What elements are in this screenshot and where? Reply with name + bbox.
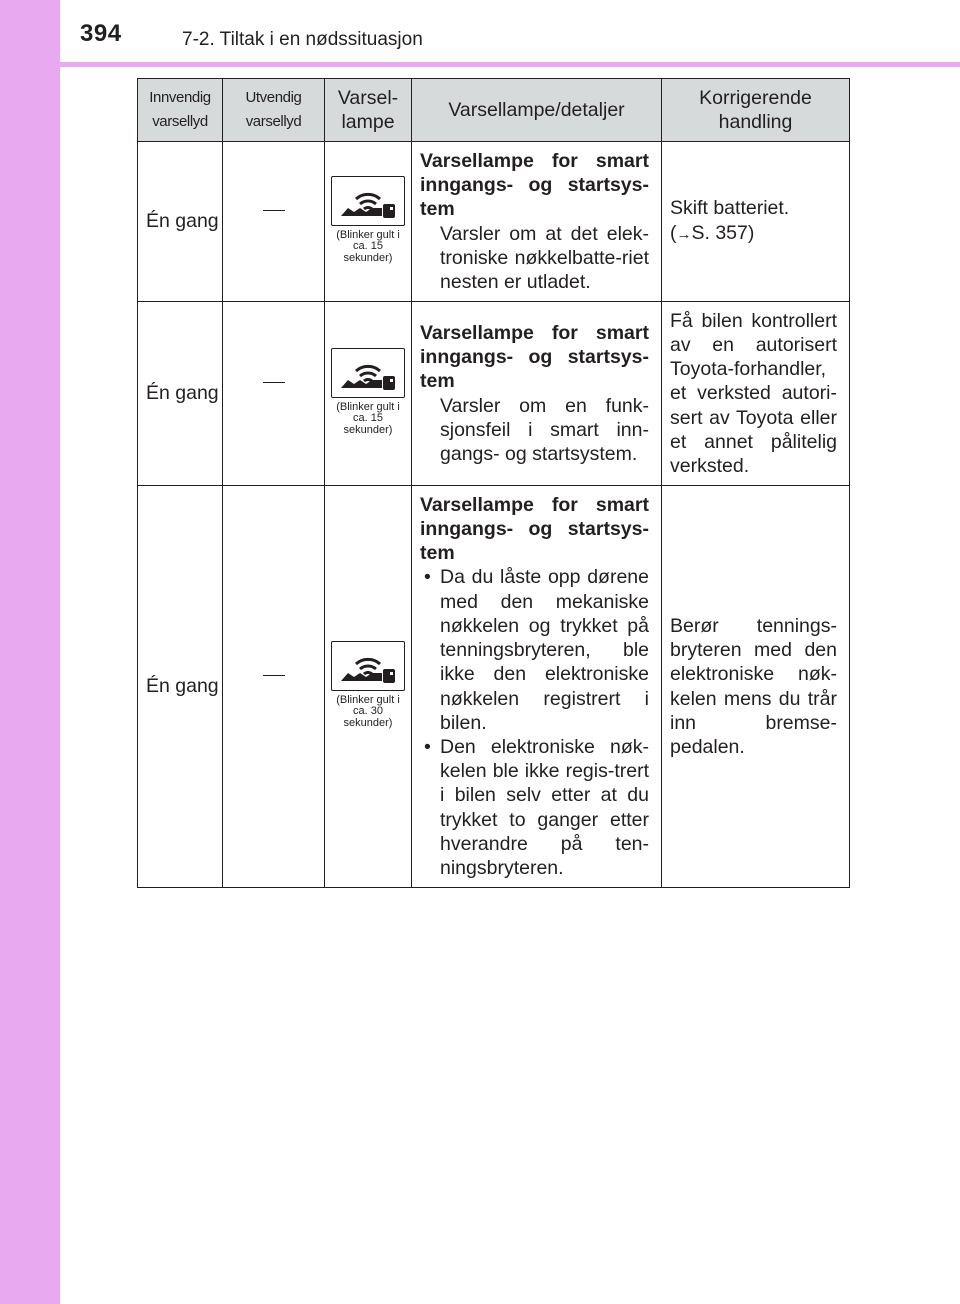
corrective-action-cell [662,302,850,486]
interior-sound-text: Én gang [146,210,219,233]
table-header-row [138,79,850,142]
interior-sound-text: Én gang [146,382,219,405]
exterior-sound-cell [223,486,325,888]
lamp-details-cell [412,486,662,888]
exterior-sound-cell [223,142,325,302]
arrow-icon: → [676,225,692,243]
page-reference: (→S. 357) [670,221,755,244]
smart-key-warning-icon [331,348,405,398]
detail-bullet: • Da du låste opp dørene med den mekaniske nøkkelen og trykket på tenningsbryteren, ble ikke den elektroniske nøkkelen registrert i bilen. [420,565,649,734]
page-number: 394 [80,20,122,47]
table-row [138,486,850,888]
lamp-caption: (Blinker gult i ca. 15 sekunder) [336,228,400,264]
lamp-title: Varsellampe for smart inngangs- og startsys-tem [420,493,649,565]
smart-key-warning-icon [331,176,405,226]
interior-sound-cell [138,302,223,486]
lamp-details-cell [412,142,662,302]
warning-lamp-cell [325,302,412,486]
lamp-caption: (Blinker gult i ca. 15 sekunder) [336,400,400,436]
side-tab-bar [0,0,60,1304]
smart-key-warning-icon [331,641,405,691]
action-text: Få bilen kontrollert av en autorisert Toyota-forhandler, et verksted autori-sert av Toyota eller et annet pålitelig verksted. [670,309,837,477]
warning-table [137,78,850,888]
header-exterior-sound: Utvendig varsellyd [223,79,325,142]
exterior-sound-dash [263,382,285,383]
interior-sound-text: Én gang [146,675,219,698]
lamp-detail: Varsler om en funk-sjonsfeil i smart inn-gangs- og startsystem. [440,394,649,465]
interior-sound-cell [138,486,223,888]
table-row [138,142,850,302]
lamp-title: Varsellampe for smart inngangs- og startsys-tem [420,149,649,221]
lamp-detail: Varsler om at det elek-troniske nøkkelbatte-riet nesten er utladet. [440,222,649,293]
detail-bullet: • Den elektroniske nøk-kelen ble ikke regis-trert i bilen selv etter at du trykket to ganger etter hverandre på ten-ningsbryteren. [420,735,649,880]
corrective-action-cell [662,142,850,302]
header-interior-sound: Innvendig varsellyd [138,79,223,142]
warning-lamp-cell [325,142,412,302]
header-lamp-details: Varsellampe/detaljer [412,79,662,142]
exterior-sound-cell [223,302,325,486]
header-corrective-action: Korrigerende handling [662,79,850,142]
lamp-caption: (Blinker gult i ca. 30 sekunder) [336,693,400,729]
header-warning-lamp: Varsel-lampe [325,79,412,142]
lamp-title: Varsellampe for smart inngangs- og startsys-tem [420,321,649,393]
lamp-details-cell [412,302,662,486]
section-title: 7-2. Tiltak i en nødssituasjon [182,29,423,50]
table-row [138,302,850,486]
interior-sound-cell [138,142,223,302]
corrective-action-cell [662,486,850,888]
action-text: Skift batteriet. [670,197,790,220]
exterior-sound-dash [263,675,285,676]
warning-lamp-cell [325,486,412,888]
action-text: Berør tennings-bryteren med den elektroniske nøk-kelen mens du trår inn bremse-pedalen. [670,614,837,758]
exterior-sound-dash [263,210,285,211]
